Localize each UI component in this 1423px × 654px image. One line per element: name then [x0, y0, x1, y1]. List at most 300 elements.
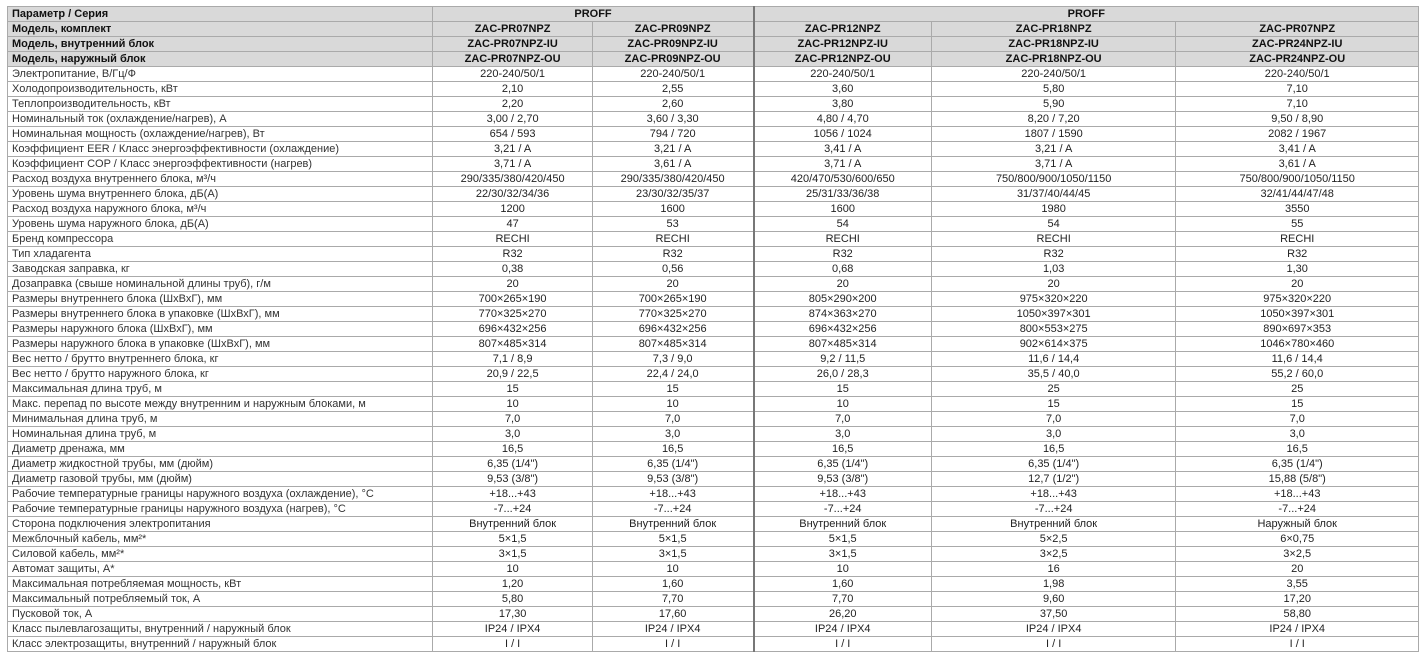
value-cell: 7,10: [1176, 82, 1419, 97]
model-name-cell: ZAC-PR18NPZ-OU: [931, 52, 1176, 67]
param-label: Заводская заправка, кг: [8, 262, 433, 277]
spec-table-body: [8, 7, 1419, 652]
value-cell: 290/335/380/420/450: [592, 172, 753, 187]
param-label: Вес нетто / брутто внутреннего блока, кг: [8, 352, 433, 367]
value-cell: 696×432×256: [754, 322, 932, 337]
param-label: Вес нетто / брутто наружного блока, кг: [8, 367, 433, 382]
value-cell: 874×363×270: [754, 307, 932, 322]
value-cell: 20: [1176, 562, 1419, 577]
value-cell: 3,41 / A: [754, 142, 932, 157]
value-cell: 55,2 / 60,0: [1176, 367, 1419, 382]
table-row: [8, 382, 1419, 397]
value-cell: 31/37/40/44/45: [931, 187, 1176, 202]
param-label: Силовой кабель, мм²*: [8, 547, 433, 562]
value-cell: 800×553×275: [931, 322, 1176, 337]
value-cell: 20: [433, 277, 592, 292]
param-label: Размеры внутреннего блока в упаковке (ШхВхГ), мм: [8, 307, 433, 322]
value-cell: 7,0: [1176, 412, 1419, 427]
model-name-cell: ZAC-PR09NPZ-IU: [592, 37, 753, 52]
value-cell: 47: [433, 217, 592, 232]
model-name-cell: ZAC-PR12NPZ-OU: [754, 52, 932, 67]
table-row: [8, 352, 1419, 367]
value-cell: 17,30: [433, 607, 592, 622]
value-cell: 2,20: [433, 97, 592, 112]
value-cell: 420/470/530/600/650: [754, 172, 932, 187]
value-cell: 1,60: [754, 577, 932, 592]
table-row: [8, 97, 1419, 112]
value-cell: 9,53 (3/8"): [754, 472, 932, 487]
table-row: [8, 157, 1419, 172]
model-name-cell: ZAC-PR12NPZ: [754, 22, 932, 37]
value-cell: IP24 / IPX4: [592, 622, 753, 637]
value-cell: 220-240/50/1: [1176, 67, 1419, 82]
value-cell: 6×0,75: [1176, 532, 1419, 547]
param-label: Бренд компрессора: [8, 232, 433, 247]
value-cell: 750/800/900/1050/1150: [931, 172, 1176, 187]
value-cell: IP24 / IPX4: [754, 622, 932, 637]
value-cell: IP24 / IPX4: [433, 622, 592, 637]
value-cell: 15: [592, 382, 753, 397]
model-name-cell: ZAC-PR07NPZ-OU: [433, 52, 592, 67]
value-cell: I / I: [1176, 637, 1419, 652]
value-cell: 2,60: [592, 97, 753, 112]
value-cell: 220-240/50/1: [754, 67, 932, 82]
value-cell: 7,10: [1176, 97, 1419, 112]
value-cell: Наружный блок: [1176, 517, 1419, 532]
value-cell: 975×320×220: [1176, 292, 1419, 307]
model-header-row: [8, 22, 1419, 37]
table-row: [8, 262, 1419, 277]
series-label-2: PROFF: [754, 7, 1419, 22]
value-cell: 15: [433, 382, 592, 397]
value-cell: Внутренний блок: [433, 517, 592, 532]
value-cell: +18...+43: [592, 487, 753, 502]
value-cell: R32: [931, 247, 1176, 262]
value-cell: 5×1,5: [754, 532, 932, 547]
param-label: Тип хладагента: [8, 247, 433, 262]
value-cell: 25/31/33/36/38: [754, 187, 932, 202]
param-label: Диаметр дренажа, мм: [8, 442, 433, 457]
value-cell: 3×1,5: [592, 547, 753, 562]
value-cell: 3,0: [433, 427, 592, 442]
value-cell: 10: [592, 562, 753, 577]
value-cell: 3,21 / A: [931, 142, 1176, 157]
model-name-cell: ZAC-PR18NPZ-IU: [931, 37, 1176, 52]
table-row: [8, 127, 1419, 142]
table-row: [8, 562, 1419, 577]
value-cell: 1050×397×301: [931, 307, 1176, 322]
value-cell: 7,0: [754, 412, 932, 427]
table-row: [8, 472, 1419, 487]
value-cell: 4,80 / 4,70: [754, 112, 932, 127]
table-row: [8, 577, 1419, 592]
table-row: [8, 532, 1419, 547]
value-cell: 5×1,5: [433, 532, 592, 547]
model-name-cell: ZAC-PR24NPZ-OU: [1176, 52, 1419, 67]
value-cell: RECHI: [592, 232, 753, 247]
value-cell: 1050×397×301: [1176, 307, 1419, 322]
param-label: Размеры наружного блока (ШхВхГ), мм: [8, 322, 433, 337]
value-cell: +18...+43: [754, 487, 932, 502]
value-cell: IP24 / IPX4: [1176, 622, 1419, 637]
value-cell: 3550: [1176, 202, 1419, 217]
value-cell: 3,71 / A: [754, 157, 932, 172]
value-cell: +18...+43: [1176, 487, 1419, 502]
value-cell: R32: [433, 247, 592, 262]
param-label: Электропитание, В/Гц/Ф: [8, 67, 433, 82]
value-cell: 9,2 / 11,5: [754, 352, 932, 367]
param-label: Расход воздуха внутреннего блока, м³/ч: [8, 172, 433, 187]
value-cell: 26,20: [754, 607, 932, 622]
value-cell: 37,50: [931, 607, 1176, 622]
value-cell: 1046×780×460: [1176, 337, 1419, 352]
table-row: [8, 187, 1419, 202]
model-header-row: [8, 52, 1419, 67]
value-cell: 1807 / 1590: [931, 127, 1176, 142]
value-cell: RECHI: [433, 232, 592, 247]
value-cell: 750/800/900/1050/1150: [1176, 172, 1419, 187]
table-row: [8, 82, 1419, 97]
value-cell: 3,60 / 3,30: [592, 112, 753, 127]
param-series-label: Параметр / Серия: [8, 7, 433, 22]
value-cell: Внутренний блок: [754, 517, 932, 532]
value-cell: 1,03: [931, 262, 1176, 277]
value-cell: 220-240/50/1: [592, 67, 753, 82]
value-cell: -7...+24: [433, 502, 592, 517]
table-row: [8, 622, 1419, 637]
param-label: Теплопроизводительность, кВт: [8, 97, 433, 112]
value-cell: 1,30: [1176, 262, 1419, 277]
value-cell: 3,61 / A: [1176, 157, 1419, 172]
model-name-cell: ZAC-PR18NPZ: [931, 22, 1176, 37]
value-cell: I / I: [931, 637, 1176, 652]
value-cell: 11,6 / 14,4: [931, 352, 1176, 367]
value-cell: 6,35 (1/4"): [592, 457, 753, 472]
spec-table: [7, 6, 1419, 652]
param-label: Автомат защиты, А*: [8, 562, 433, 577]
value-cell: 805×290×200: [754, 292, 932, 307]
table-row: [8, 637, 1419, 652]
value-cell: 16,5: [433, 442, 592, 457]
value-cell: 54: [754, 217, 932, 232]
value-cell: 5,80: [931, 82, 1176, 97]
value-cell: 3,61 / A: [592, 157, 753, 172]
value-cell: 10: [433, 397, 592, 412]
value-cell: 9,50 / 8,90: [1176, 112, 1419, 127]
param-label: Дозаправка (свыше номинальной длины труб), г/м: [8, 277, 433, 292]
series-header-row: [8, 7, 1419, 22]
param-label: Номинальная мощность (охлаждение/нагрев), Вт: [8, 127, 433, 142]
model-name-cell: ZAC-PR07NPZ-IU: [433, 37, 592, 52]
value-cell: 2,55: [592, 82, 753, 97]
value-cell: Внутренний блок: [592, 517, 753, 532]
value-cell: 3,55: [1176, 577, 1419, 592]
value-cell: -7...+24: [592, 502, 753, 517]
model-name-cell: ZAC-PR12NPZ-IU: [754, 37, 932, 52]
value-cell: 696×432×256: [433, 322, 592, 337]
value-cell: 6,35 (1/4"): [931, 457, 1176, 472]
value-cell: I / I: [754, 637, 932, 652]
model-name-cell: ZAC-PR07NPZ: [433, 22, 592, 37]
value-cell: 15: [754, 382, 932, 397]
value-cell: 2,10: [433, 82, 592, 97]
value-cell: 7,0: [433, 412, 592, 427]
value-cell: 22,4 / 24,0: [592, 367, 753, 382]
value-cell: 16,5: [1176, 442, 1419, 457]
value-cell: 55: [1176, 217, 1419, 232]
table-row: [8, 457, 1419, 472]
value-cell: 9,60: [931, 592, 1176, 607]
table-row: [8, 397, 1419, 412]
table-row: [8, 247, 1419, 262]
value-cell: 20: [931, 277, 1176, 292]
value-cell: 3,0: [592, 427, 753, 442]
value-cell: 15,88 (5/8"): [1176, 472, 1419, 487]
value-cell: R32: [754, 247, 932, 262]
table-row: [8, 232, 1419, 247]
value-cell: 23/30/32/35/37: [592, 187, 753, 202]
value-cell: 16,5: [931, 442, 1176, 457]
value-cell: R32: [592, 247, 753, 262]
value-cell: 16,5: [592, 442, 753, 457]
value-cell: 3,60: [754, 82, 932, 97]
value-cell: RECHI: [931, 232, 1176, 247]
value-cell: 220-240/50/1: [931, 67, 1176, 82]
value-cell: 10: [754, 562, 932, 577]
value-cell: 5,90: [931, 97, 1176, 112]
param-label: Рабочие температурные границы наружного воздуха (нагрев), °C: [8, 502, 433, 517]
table-row: [8, 547, 1419, 562]
value-cell: 3,71 / A: [931, 157, 1176, 172]
table-row: [8, 427, 1419, 442]
param-label: Холодопроизводительность, кВт: [8, 82, 433, 97]
value-cell: 0,68: [754, 262, 932, 277]
table-row: [8, 202, 1419, 217]
value-cell: IP24 / IPX4: [931, 622, 1176, 637]
value-cell: 8,20 / 7,20: [931, 112, 1176, 127]
value-cell: 26,0 / 28,3: [754, 367, 932, 382]
value-cell: 975×320×220: [931, 292, 1176, 307]
value-cell: 11,6 / 14,4: [1176, 352, 1419, 367]
value-cell: 3,0: [754, 427, 932, 442]
model-header-label: Модель, наружный блок: [8, 52, 433, 67]
table-row: [8, 607, 1419, 622]
value-cell: 10: [433, 562, 592, 577]
table-row: [8, 277, 1419, 292]
value-cell: Внутренний блок: [931, 517, 1176, 532]
table-row: [8, 592, 1419, 607]
value-cell: 770×325×270: [433, 307, 592, 322]
model-name-cell: ZAC-PR07NPZ: [1176, 22, 1419, 37]
table-row: [8, 412, 1419, 427]
value-cell: R32: [1176, 247, 1419, 262]
value-cell: 1980: [931, 202, 1176, 217]
value-cell: 3×1,5: [433, 547, 592, 562]
param-label: Максимальная потребляемая мощность, кВт: [8, 577, 433, 592]
value-cell: 20: [1176, 277, 1419, 292]
value-cell: +18...+43: [433, 487, 592, 502]
value-cell: 7,1 / 8,9: [433, 352, 592, 367]
value-cell: RECHI: [754, 232, 932, 247]
value-cell: 7,70: [592, 592, 753, 607]
value-cell: 10: [592, 397, 753, 412]
value-cell: 5,80: [433, 592, 592, 607]
value-cell: 58,80: [1176, 607, 1419, 622]
value-cell: +18...+43: [931, 487, 1176, 502]
param-label: Максимальная длина труб, м: [8, 382, 433, 397]
value-cell: I / I: [592, 637, 753, 652]
table-row: [8, 502, 1419, 517]
value-cell: 7,70: [754, 592, 932, 607]
value-cell: 20: [592, 277, 753, 292]
value-cell: 3,41 / A: [1176, 142, 1419, 157]
value-cell: 3,0: [1176, 427, 1419, 442]
param-label: Размеры наружного блока в упаковке (ШхВхГ), мм: [8, 337, 433, 352]
value-cell: 696×432×256: [592, 322, 753, 337]
table-row: [8, 67, 1419, 82]
table-row: [8, 172, 1419, 187]
value-cell: 17,60: [592, 607, 753, 622]
value-cell: 7,3 / 9,0: [592, 352, 753, 367]
table-row: [8, 487, 1419, 502]
param-label: Диаметр газовой трубы, мм (дюйм): [8, 472, 433, 487]
value-cell: 7,0: [592, 412, 753, 427]
value-cell: 1600: [592, 202, 753, 217]
value-cell: 1056 / 1024: [754, 127, 932, 142]
param-label: Макс. перепад по высоте между внутренним и наружным блоками, м: [8, 397, 433, 412]
value-cell: 10: [754, 397, 932, 412]
value-cell: 700×265×190: [592, 292, 753, 307]
table-row: [8, 367, 1419, 382]
value-cell: 3,21 / A: [592, 142, 753, 157]
value-cell: 1600: [754, 202, 932, 217]
value-cell: 6,35 (1/4"): [433, 457, 592, 472]
value-cell: 3,21 / A: [433, 142, 592, 157]
value-cell: 890×697×353: [1176, 322, 1419, 337]
param-label: Номинальная длина труб, м: [8, 427, 433, 442]
value-cell: I / I: [433, 637, 592, 652]
value-cell: 3,80: [754, 97, 932, 112]
value-cell: 3,00 / 2,70: [433, 112, 592, 127]
value-cell: 25: [931, 382, 1176, 397]
value-cell: 654 / 593: [433, 127, 592, 142]
model-name-cell: ZAC-PR24NPZ-IU: [1176, 37, 1419, 52]
value-cell: 1,20: [433, 577, 592, 592]
value-cell: 54: [931, 217, 1176, 232]
value-cell: 1200: [433, 202, 592, 217]
table-row: [8, 337, 1419, 352]
value-cell: 20: [754, 277, 932, 292]
value-cell: 902×614×375: [931, 337, 1176, 352]
table-row: [8, 307, 1419, 322]
value-cell: 0,56: [592, 262, 753, 277]
table-row: [8, 517, 1419, 532]
value-cell: 807×485×314: [754, 337, 932, 352]
value-cell: 16,5: [754, 442, 932, 457]
param-label: Максимальный потребляемый ток, А: [8, 592, 433, 607]
param-label: Коэффициент COP / Класс энергоэффективности (нагрев): [8, 157, 433, 172]
value-cell: 1,98: [931, 577, 1176, 592]
param-label: Пусковой ток, А: [8, 607, 433, 622]
param-label: Рабочие температурные границы наружного воздуха (охлаждение), °C: [8, 487, 433, 502]
model-name-cell: ZAC-PR09NPZ-OU: [592, 52, 753, 67]
model-header-row: [8, 37, 1419, 52]
value-cell: 794 / 720: [592, 127, 753, 142]
value-cell: -7...+24: [754, 502, 932, 517]
model-header-label: Модель, внутренний блок: [8, 37, 433, 52]
model-name-cell: ZAC-PR09NPZ: [592, 22, 753, 37]
param-label: Межблочный кабель, мм²*: [8, 532, 433, 547]
param-label: Класс пылевлагозащиты, внутренний / наружный блок: [8, 622, 433, 637]
value-cell: RECHI: [1176, 232, 1419, 247]
value-cell: -7...+24: [931, 502, 1176, 517]
param-label: Сторона подключения электропитания: [8, 517, 433, 532]
param-label: Уровень шума наружного блока, дБ(А): [8, 217, 433, 232]
value-cell: 53: [592, 217, 753, 232]
table-row: [8, 442, 1419, 457]
value-cell: 9,53 (3/8"): [592, 472, 753, 487]
value-cell: 290/335/380/420/450: [433, 172, 592, 187]
value-cell: 3,0: [931, 427, 1176, 442]
value-cell: 1,60: [592, 577, 753, 592]
value-cell: 32/41/44/47/48: [1176, 187, 1419, 202]
value-cell: 15: [1176, 397, 1419, 412]
value-cell: 220-240/50/1: [433, 67, 592, 82]
value-cell: 35,5 / 40,0: [931, 367, 1176, 382]
value-cell: 12,7 (1/2"): [931, 472, 1176, 487]
table-row: [8, 322, 1419, 337]
value-cell: 700×265×190: [433, 292, 592, 307]
value-cell: 25: [1176, 382, 1419, 397]
value-cell: 22/30/32/34/36: [433, 187, 592, 202]
value-cell: 3×1,5: [754, 547, 932, 562]
value-cell: 17,20: [1176, 592, 1419, 607]
value-cell: 770×325×270: [592, 307, 753, 322]
value-cell: 20,9 / 22,5: [433, 367, 592, 382]
value-cell: 16: [931, 562, 1176, 577]
param-label: Коэффициент EER / Класс энергоэффективности (охлаждение): [8, 142, 433, 157]
value-cell: 5×2,5: [931, 532, 1176, 547]
param-label: Расход воздуха наружного блока, м³/ч: [8, 202, 433, 217]
table-row: [8, 142, 1419, 157]
param-label: Уровень шума внутреннего блока, дБ(А): [8, 187, 433, 202]
value-cell: 3×2,5: [931, 547, 1176, 562]
value-cell: 15: [931, 397, 1176, 412]
value-cell: 807×485×314: [433, 337, 592, 352]
value-cell: 9,53 (3/8"): [433, 472, 592, 487]
param-label: Размеры внутреннего блока (ШхВхГ), мм: [8, 292, 433, 307]
value-cell: 6,35 (1/4"): [754, 457, 932, 472]
param-label: Диаметр жидкостной трубы, мм (дюйм): [8, 457, 433, 472]
param-label: Номинальный ток (охлаждение/нагрев), А: [8, 112, 433, 127]
series-label-1: PROFF: [433, 7, 754, 22]
value-cell: 3×2,5: [1176, 547, 1419, 562]
model-header-label: Модель, комплект: [8, 22, 433, 37]
value-cell: 7,0: [931, 412, 1176, 427]
table-row: [8, 112, 1419, 127]
table-row: [8, 217, 1419, 232]
value-cell: 2082 / 1967: [1176, 127, 1419, 142]
value-cell: -7...+24: [1176, 502, 1419, 517]
value-cell: 3,71 / A: [433, 157, 592, 172]
value-cell: 5×1,5: [592, 532, 753, 547]
value-cell: 6,35 (1/4"): [1176, 457, 1419, 472]
param-label: Класс электрозащиты, внутренний / наружный блок: [8, 637, 433, 652]
value-cell: 807×485×314: [592, 337, 753, 352]
param-label: Минимальная длина труб, м: [8, 412, 433, 427]
value-cell: 0,38: [433, 262, 592, 277]
table-row: [8, 292, 1419, 307]
